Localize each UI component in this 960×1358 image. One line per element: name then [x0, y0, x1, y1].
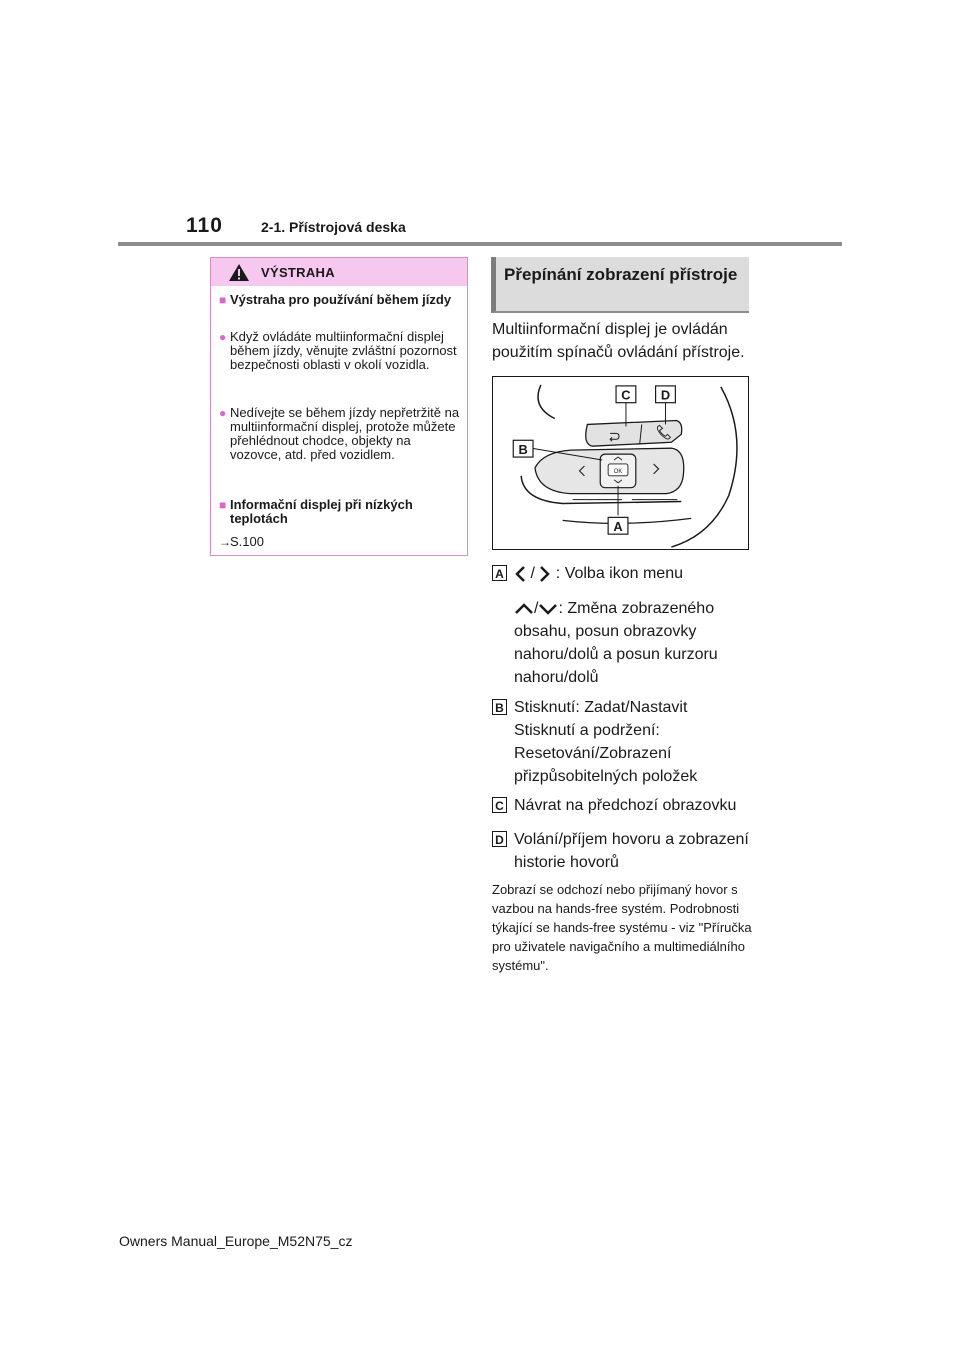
- chevron-left-icon: [514, 565, 526, 583]
- chevron-up-icon: [514, 603, 534, 615]
- warning-box: [210, 257, 468, 556]
- item-label-b: B: [492, 699, 507, 715]
- item-b-sub: Stisknutí a podržení: Resetování/Zobrazení přizpůsobitelných položek: [514, 722, 698, 785]
- callout-a: A: [613, 519, 623, 535]
- warning-triangle-icon: [228, 263, 250, 282]
- header-rule: [118, 242, 842, 246]
- warning-heading: ■ Informační displej při nízkých teplotách: [219, 497, 413, 526]
- item-c-text: Návrat na předchozí obrazovku: [514, 797, 737, 814]
- warning-ref: → S.100: [219, 534, 264, 549]
- item-a-desc: : Volba ikon menu: [555, 565, 683, 582]
- item-label-d: D: [492, 831, 507, 847]
- item-label-a: A: [492, 565, 507, 581]
- item-d-text: Volání/příjem hovoru a zobrazení historie hovorů: [514, 831, 749, 871]
- item-label-c: C: [492, 797, 507, 813]
- warning-header: [211, 258, 467, 286]
- item-b-text: Stisknutí: Zadat/Nastavit: [514, 699, 688, 716]
- ok-button-label: OK: [613, 468, 623, 475]
- section-title: 2-1. Přístrojová deska: [261, 219, 406, 235]
- warning-title: VÝSTRAHA: [261, 265, 335, 280]
- warning-point: ● Nedívejte se během jízdy nepřetržitě na multiinformační displej, protože můžete přehlédnout chodce, objekty na vozovce, atd. před vozidlem.: [219, 405, 460, 462]
- item-a-sub: / : Změna zobrazeného obsahu, posun obrazovky nahoru/dolů a posun kurzoru nahoru/dolů: [514, 600, 718, 686]
- warning-point: ● Když ovládáte multiinformační displej během jízdy, věnujte zvláštní pozornost bezpečnosti oblasti v okolí vozidla.: [219, 329, 457, 372]
- chevron-right-icon: [539, 565, 551, 583]
- topic-title: Přepínání zobrazení přístroje: [504, 265, 738, 284]
- warning-heading: ■ Výstraha pro používání během jízdy: [219, 292, 452, 307]
- callout-d: D: [660, 387, 671, 403]
- callout-c: C: [621, 387, 631, 403]
- page-number: 110: [186, 214, 223, 237]
- item-a-sub-text: : Změna zobrazeného obsahu, posun obrazovky nahoru/dolů a posun kurzoru nahoru/dolů: [514, 600, 718, 686]
- callout-b: B: [518, 442, 528, 458]
- note-text: Zobrazí se odchozí nebo přijímaný hovor s vazbou na hands-free systém. Podrobnosti týkající se hands-free systému - viz "Příručka pro uživatele navigačního a multimediálního systému".: [492, 882, 752, 973]
- intro-text: Multiinformační displej je ovládán použitím spínačů ovládání přístroje.: [492, 321, 745, 361]
- footer-text: Owners Manual_Europe_M52N75_cz: [119, 1233, 353, 1249]
- topic-heading-box: [491, 257, 749, 313]
- chevron-down-icon: [538, 603, 558, 615]
- item-a-text: / : Volba ikon menu: [514, 562, 754, 585]
- steering-switch-diagram: [492, 376, 749, 550]
